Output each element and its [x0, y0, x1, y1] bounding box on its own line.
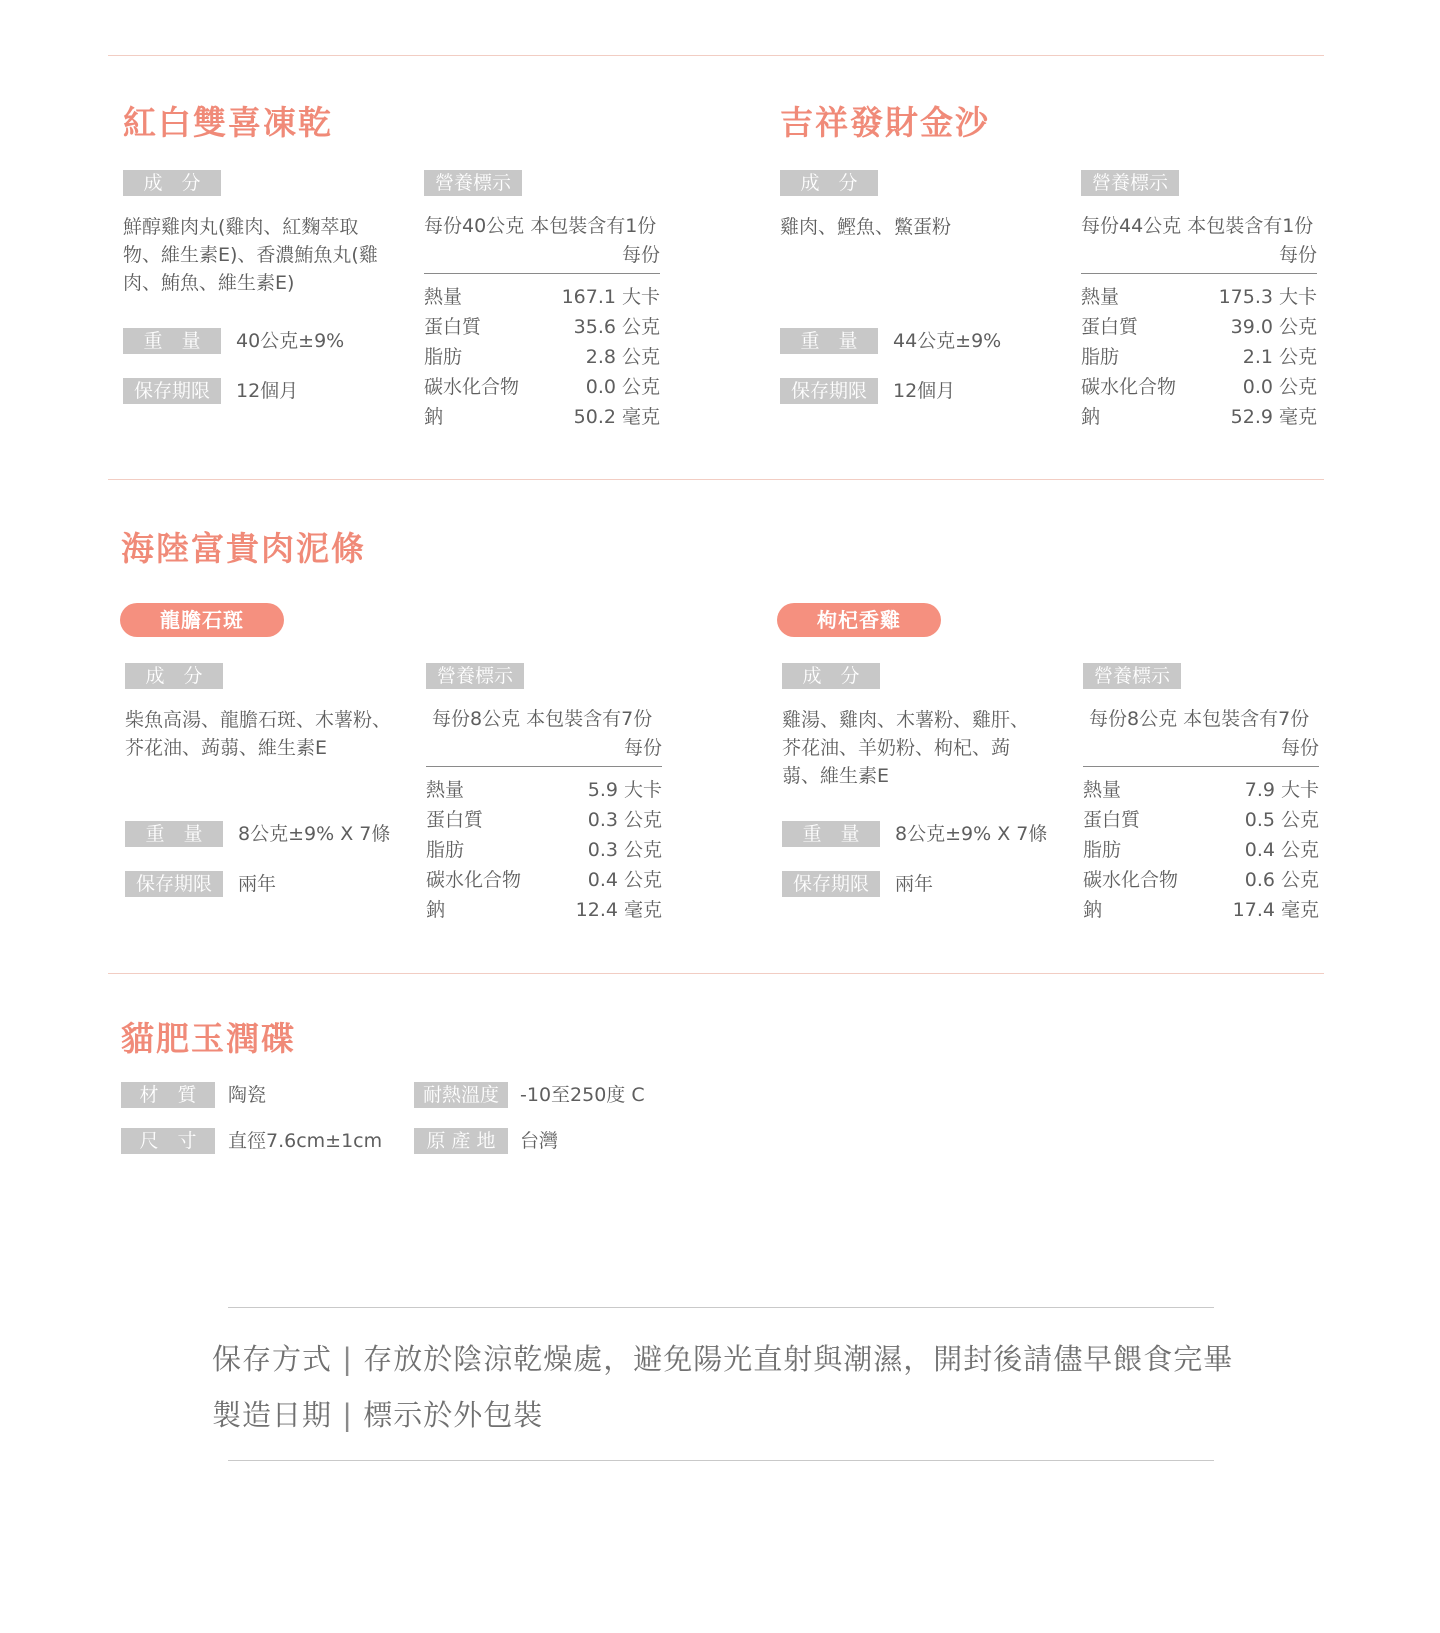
weight-value: 8公克±9% X 7條 [895, 823, 1048, 845]
nutrient-name: 碳水化合物 [424, 376, 520, 398]
nutrient-row [1083, 865, 1319, 895]
nutrient-value: 0.3 公克 [587, 809, 662, 831]
weight-value: 40公克±9% [236, 330, 345, 352]
weight-value: 44公克±9% [893, 330, 1002, 352]
nutrient-value: 0.4 公克 [587, 869, 662, 891]
shelf-life-value: 兩年 [895, 873, 934, 895]
nutrient-value: 175.3 大卡 [1218, 286, 1317, 308]
nutrition-tag: 營養標示 [424, 170, 522, 196]
nutrient-value: 17.4 毫克 [1232, 899, 1319, 921]
nutrient-row [1081, 312, 1317, 342]
ingredients-text: 柴魚高湯、龍膽石斑、木薯粉、芥花油、蒟蒻、維生素E [125, 709, 392, 759]
nutrient-name: 熱量 [1081, 286, 1120, 308]
nutrient-name: 鈉 [426, 899, 446, 921]
date-text: 標示於外包裝 [363, 1398, 544, 1432]
footer-divider-top [228, 1307, 1214, 1308]
nutrient-value: 7.9 大卡 [1244, 779, 1319, 801]
nutrient-value: 0.0 公克 [1242, 376, 1317, 398]
nutrient-name: 熱量 [1083, 779, 1122, 801]
nutrient-row [426, 865, 662, 895]
nutrient-row [1083, 895, 1319, 925]
serving-info: 每份44公克 本包裝含有1份 [1081, 215, 1314, 237]
nutrient-name: 蛋白質 [1081, 316, 1139, 338]
nutrient-value: 5.9 大卡 [587, 779, 662, 801]
shelf-life-value: 12個月 [893, 380, 956, 402]
weight-value: 8公克±9% X 7條 [238, 823, 391, 845]
nutrient-value: 0.5 公克 [1244, 809, 1319, 831]
footer-divider-bottom [228, 1460, 1214, 1461]
nutrient-row [424, 402, 660, 432]
nutrition-tag: 營養標示 [1083, 663, 1181, 689]
nutrient-row [1081, 282, 1317, 312]
heat-resistance-value: -10至250度 C [520, 1084, 645, 1106]
ingredients-tag: 成 分 [782, 663, 880, 689]
nutrition-tag: 營養標示 [426, 663, 524, 689]
nutrient-row [1083, 805, 1319, 835]
weight-tag: 重 量 [780, 328, 878, 354]
storage-method [212, 1342, 1234, 1376]
storage-text: 存放於陰涼乾燥處，避免陽光直射與潮濕，開封後請儘早餵食完畢 [363, 1342, 1234, 1376]
nutrient-row [424, 342, 660, 372]
shelf-life-tag: 保存期限 [782, 871, 880, 897]
nutrient-row [426, 805, 662, 835]
nutrient-value: 0.4 公克 [1244, 839, 1319, 861]
nutrient-value: 0.3 公克 [587, 839, 662, 861]
nutrient-row [1081, 402, 1317, 432]
nutrient-row [424, 372, 660, 402]
nutrient-row [426, 895, 662, 925]
nutrient-name: 脂肪 [1083, 839, 1122, 861]
product-title: 紅白雙喜凍乾 [123, 103, 333, 142]
divider-1 [108, 479, 1324, 480]
shelf-life-tag: 保存期限 [123, 378, 221, 404]
nutrient-name: 脂肪 [1081, 346, 1120, 368]
nutrient-value: 2.8 公克 [585, 346, 660, 368]
nutrient-value: 50.2 毫克 [573, 406, 660, 428]
nutrition-table [1083, 704, 1319, 925]
separator: | [342, 1342, 354, 1376]
nutrient-value: 12.4 毫克 [575, 899, 662, 921]
ingredients-text: 雞肉、鰹魚、鱉蛋粉 [780, 216, 952, 238]
divider-top [108, 55, 1324, 56]
serving-info: 每份8公克 本包裝含有7份 [432, 708, 653, 730]
ingredients-tag: 成 分 [125, 663, 223, 689]
nutrition-table [424, 211, 660, 432]
product-title: 海陸富貴肉泥條 [121, 529, 366, 568]
nutrient-row [1083, 835, 1319, 865]
per-serving-label: 每份 [1081, 241, 1317, 274]
ingredients-tag: 成 分 [123, 170, 221, 196]
serving-info: 每份8公克 本包裝含有7份 [1089, 708, 1310, 730]
nutrient-value: 39.0 公克 [1230, 316, 1317, 338]
ingredients-tag: 成 分 [780, 170, 878, 196]
nutrient-name: 熱量 [424, 286, 463, 308]
nutrient-name: 脂肪 [426, 839, 465, 861]
weight-tag: 重 量 [125, 821, 223, 847]
nutrient-name: 鈉 [424, 406, 444, 428]
heat-resistance-tag: 耐熱溫度 [414, 1082, 508, 1108]
nutrient-row [426, 775, 662, 805]
product-title: 貓肥玉潤碟 [121, 1019, 296, 1058]
nutrient-name: 熱量 [426, 779, 465, 801]
nutrient-row [1081, 372, 1317, 402]
nutrient-name: 蛋白質 [1083, 809, 1141, 831]
nutrient-row [426, 835, 662, 865]
per-serving-label: 每份 [426, 734, 662, 767]
ingredients-text: 雞湯、雞肉、木薯粉、雞肝、芥花油、羊奶粉、枸杞、蒟蒻、維生素E [782, 709, 1030, 787]
storage-label: 保存方式 [212, 1342, 333, 1376]
shelf-life-value: 兩年 [238, 873, 277, 895]
nutrient-name: 碳水化合物 [1083, 869, 1179, 891]
per-serving-label: 每份 [1083, 734, 1319, 767]
nutrient-value: 35.6 公克 [573, 316, 660, 338]
nutrient-value: 52.9 毫克 [1230, 406, 1317, 428]
date-label: 製造日期 [212, 1398, 333, 1432]
nutrient-name: 蛋白質 [424, 316, 482, 338]
nutrient-name: 脂肪 [424, 346, 463, 368]
origin-value: 台灣 [520, 1130, 559, 1152]
nutrition-table [1081, 211, 1317, 432]
nutrient-name: 鈉 [1081, 406, 1101, 428]
nutrient-value: 0.6 公克 [1244, 869, 1319, 891]
nutrient-row [424, 282, 660, 312]
nutrition-tag: 營養標示 [1081, 170, 1179, 196]
weight-tag: 重 量 [782, 821, 880, 847]
nutrition-table [426, 704, 662, 925]
nutrient-name: 蛋白質 [426, 809, 484, 831]
nutrient-name: 碳水化合物 [426, 869, 522, 891]
ingredients-text: 鮮醇雞肉丸(雞肉、紅麴萃取物、維生素E)、香濃鮪魚丸(雞肉、鮪魚、維生素E) [123, 216, 378, 294]
nutrient-value: 0.0 公克 [585, 376, 660, 398]
manufacture-date [212, 1398, 544, 1432]
material-tag: 材 質 [121, 1082, 215, 1108]
divider-2 [108, 973, 1324, 974]
nutrient-row [424, 312, 660, 342]
nutrient-row [1083, 775, 1319, 805]
size-value: 直徑7.6cm±1cm [228, 1130, 383, 1152]
product-title: 吉祥發財金沙 [780, 103, 990, 142]
nutrient-value: 2.1 公克 [1242, 346, 1317, 368]
weight-tag: 重 量 [123, 328, 221, 354]
separator: | [342, 1398, 354, 1432]
material-value: 陶瓷 [228, 1084, 267, 1106]
per-serving-label: 每份 [424, 241, 660, 274]
variant-pill: 枸杞香雞 [777, 603, 941, 637]
variant-pill: 龍膽石斑 [120, 603, 284, 637]
nutrient-name: 鈉 [1083, 899, 1103, 921]
shelf-life-value: 12個月 [236, 380, 299, 402]
size-tag: 尺 寸 [121, 1128, 215, 1154]
serving-info: 每份40公克 本包裝含有1份 [424, 215, 657, 237]
nutrient-name: 碳水化合物 [1081, 376, 1177, 398]
nutrient-row [1081, 342, 1317, 372]
origin-tag: 原 產 地 [414, 1128, 508, 1154]
shelf-life-tag: 保存期限 [125, 871, 223, 897]
nutrient-value: 167.1 大卡 [561, 286, 660, 308]
shelf-life-tag: 保存期限 [780, 378, 878, 404]
